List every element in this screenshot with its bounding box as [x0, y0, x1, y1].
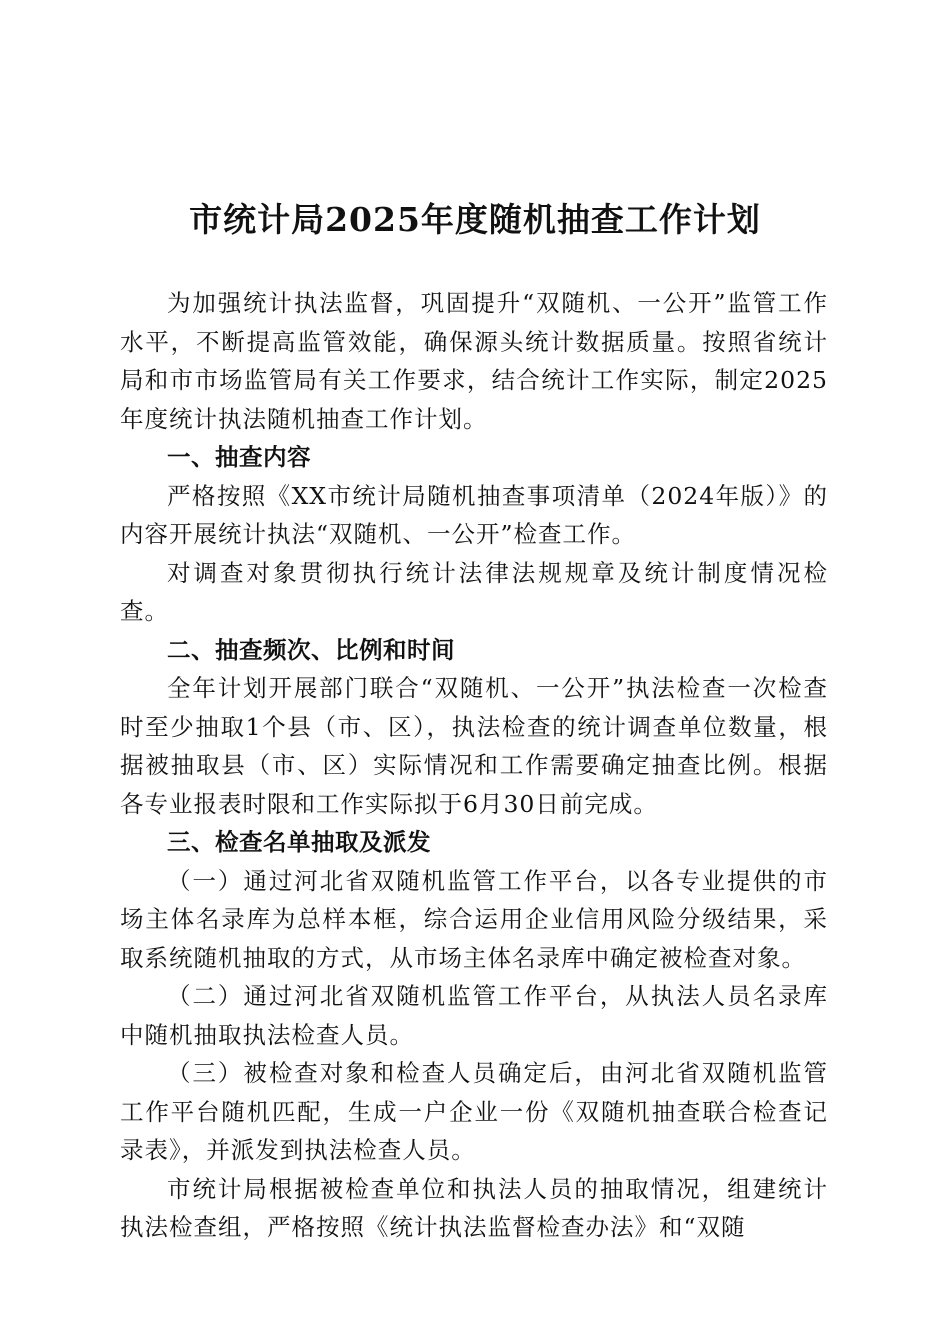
body-paragraph: 严格按照《XX市统计局随机抽查事项清单（2024年版）》的内容开展统计执法“双随机、一公开”检查工作。 — [120, 481, 828, 548]
section-heading-2: 二、抽查频次、比例和时间 — [167, 635, 455, 664]
body-paragraph: （二）通过河北省双随机监管工作平台，从执法人员名录库中随机抽取执法检查人员。 — [120, 982, 828, 1049]
body-paragraph: （三）被检查对象和检查人员确定后，由河北省双随机监管工作平台随机匹配，生成一户企业一份《双随机抽查联合检查记录表》，并派发到执法检查人员。 — [120, 1059, 828, 1164]
section-heading-1: 一、抽查内容 — [167, 443, 311, 471]
section-heading-3: 三、检查名单抽取及派发 — [167, 828, 431, 856]
body-paragraph: （一）通过河北省双随机监管工作平台，以各专业提供的市场主体名录库为总样本框，综合运用企业信用风险分级结果，采取系统随机抽取的方式，从市场主体名录库中确定被检查对象。 — [120, 866, 828, 972]
document-body — [120, 284, 828, 1247]
intro-paragraph: 为加强统计执法监督，巩固提升“双随机、一公开”监管工作水平，不断提高监管效能，确保源头统计数据质量。按照省统计局和市市场监管局有关工作要求，结合统计工作实际，制定2025年度统计执法随机抽查工作计划。 — [120, 289, 828, 433]
body-paragraph: 对调查对象贯彻执行统计法律法规规章及统计制度情况检查。 — [120, 558, 828, 625]
body-paragraph: 全年计划开展部门联合“双随机、一公开”执法检查一次检查时至少抽取1个县（市、区），执法检查的统计调查单位数量，根据被抽取县（市、区）实际情况和工作需要确定抽查比例。根据各专业报表时限和工作实际拟于6月30日前完成。 — [120, 674, 828, 818]
document-title: 市统计局2025年度随机抽查工作计划 — [189, 200, 761, 239]
body-paragraph: 市统计局根据被检查单位和执法人员的抽取情况，组建统计执法检查组，严格按照《统计执法监督检查办法》和“双随 — [120, 1174, 828, 1241]
